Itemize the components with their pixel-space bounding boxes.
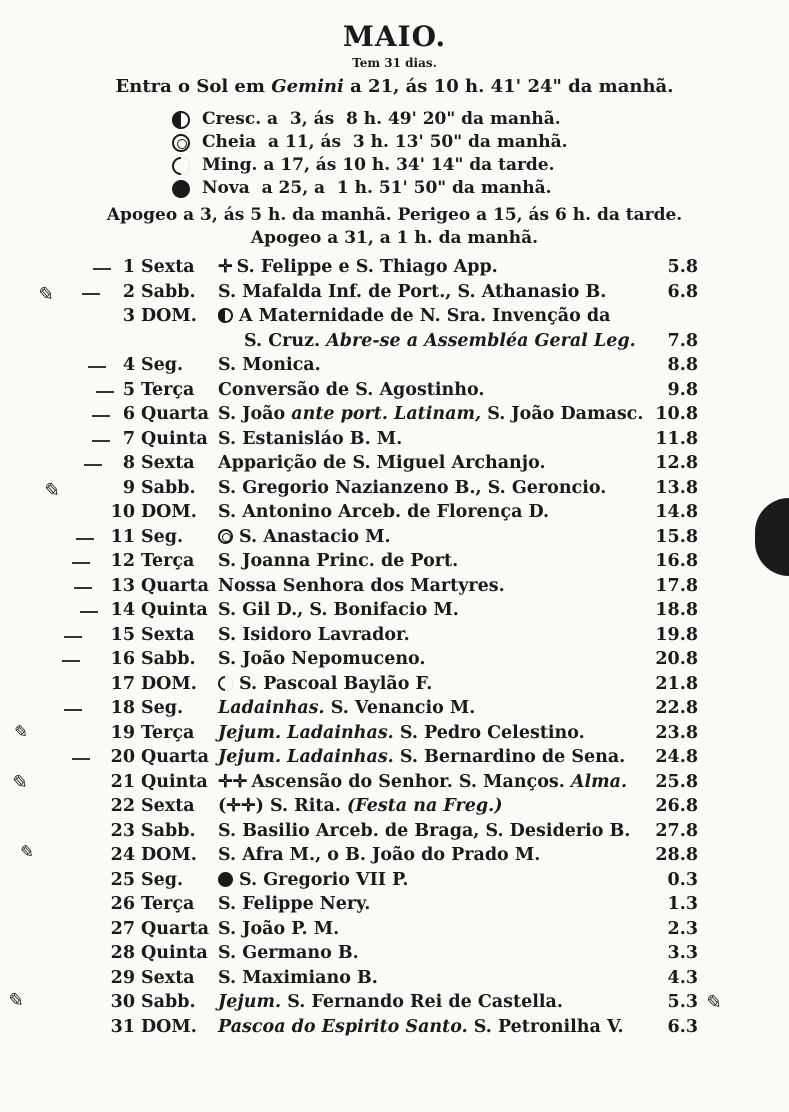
- day-number: 18: [110, 698, 135, 718]
- day-number: 27: [110, 918, 135, 939]
- moon-age-value: 13.8: [655, 477, 698, 498]
- feast-name: S. Isidoro Lavrador.: [218, 624, 410, 645]
- apogee-perigee: [0, 204, 789, 250]
- weekday: Quinta: [141, 943, 208, 963]
- feast-italic-prefix: Jejum. Ladainhas.: [218, 722, 394, 743]
- day-number: 2: [122, 281, 135, 302]
- handwritten-annotation-5: ✎: [16, 841, 35, 864]
- day-row: [0, 968, 789, 993]
- day-row: [0, 992, 789, 1017]
- moon-phase-icon: [218, 308, 233, 323]
- moon-age-value: 10.8: [655, 404, 698, 424]
- feast-text: [218, 576, 648, 596]
- moon-age-value: 27.8: [655, 820, 698, 841]
- moon-age-value: 4.3: [667, 967, 698, 988]
- feast-italic-prefix: Jejum. Ladainhas.: [218, 747, 394, 767]
- day-row: [0, 306, 789, 331]
- moon-phase-row: [172, 131, 632, 154]
- feast-text: [218, 502, 648, 522]
- feast-name: S. Venancio M.: [330, 698, 476, 718]
- moon-age-value: 17.8: [655, 575, 698, 596]
- weekday: Sexta: [141, 624, 195, 645]
- moon-age-value: 7.8: [667, 330, 698, 351]
- feast-italic-prefix: Pascoa do Espirito Santo.: [218, 1016, 468, 1037]
- feast-text: [218, 551, 648, 571]
- day-row: [0, 723, 789, 748]
- feast-name: S. João P. M.: [218, 918, 340, 939]
- moon-age-value: 12.8: [655, 453, 698, 473]
- day-row: [0, 649, 789, 674]
- weekday: Seg.: [141, 355, 184, 375]
- feast-name: S. Bernardino de Sena.: [399, 747, 626, 767]
- feast-name: S. Estanisláo B. M.: [218, 428, 403, 449]
- feast-name: S. Petronilha V.: [473, 1016, 624, 1037]
- day-row: [0, 625, 789, 650]
- weekday: DOM.: [141, 502, 197, 522]
- feast-name: S. Cruz.: [244, 330, 321, 351]
- feast-text: [218, 919, 648, 939]
- weekday: Sabb.: [141, 820, 196, 841]
- pen-tick-mark: [62, 660, 80, 662]
- moon-age-value: 24.8: [655, 747, 698, 767]
- feast-text: [218, 355, 648, 375]
- weekday: Quarta: [141, 747, 209, 767]
- handwritten-annotation-2: ✎: [40, 477, 60, 503]
- new-moon-icon: [172, 180, 190, 198]
- feast-text: [218, 723, 648, 743]
- moon-age-value: 14.8: [655, 502, 698, 522]
- day-row: [0, 576, 789, 601]
- feast-name: Apparição de S. Miguel Archanjo.: [218, 453, 546, 473]
- moon-age-value: 16.8: [655, 551, 698, 571]
- moon-age-value: 3.3: [667, 943, 698, 963]
- pen-tick-mark: [72, 758, 90, 760]
- pen-tick-mark: [64, 636, 82, 638]
- day-number: 17: [110, 673, 135, 694]
- moon-age-value: 23.8: [655, 722, 698, 743]
- feast-italic-note: Alma.: [570, 771, 628, 792]
- day-list: [0, 257, 789, 1041]
- weekday: Seg.: [141, 698, 184, 718]
- feast-name: S. Afra M., o B. João do Prado M.: [218, 845, 541, 865]
- feast-text: [218, 453, 648, 473]
- feast-text: [218, 1017, 648, 1037]
- pen-tick-mark: [84, 464, 102, 466]
- day-number: 7: [122, 428, 135, 449]
- day-number: 19: [110, 722, 135, 743]
- feast-text: [218, 625, 648, 645]
- day-number: 10: [110, 502, 135, 522]
- feast-text: [218, 796, 648, 816]
- feast-text: [218, 478, 648, 498]
- moon-phase-icon: [218, 872, 233, 887]
- pen-tick-mark: [80, 611, 98, 613]
- feast-text: [244, 331, 674, 351]
- day-row: [0, 453, 789, 478]
- day-number: 4: [122, 355, 135, 375]
- moon-age-value: 26.8: [655, 796, 698, 816]
- feast-text: [218, 649, 648, 669]
- handwritten-annotation-3: ✎: [10, 721, 29, 744]
- feast-name: S. Fernando Rei de Castella.: [287, 992, 563, 1012]
- pen-tick-mark: [72, 562, 90, 564]
- pen-tick-mark: [76, 538, 94, 540]
- day-row: [0, 1017, 789, 1042]
- apsides-line-1: Apogeo a 3, ás 5 h. da manhã. Perigeo a 15, ás 6 h. da tarde.: [106, 205, 683, 225]
- feast-text: [218, 870, 648, 890]
- day-row: [0, 821, 789, 846]
- feast-text: [218, 894, 648, 914]
- feast-name: S. Basilio Arceb. de Braga, S. Desiderio B.: [218, 820, 631, 841]
- day-number: 12: [110, 551, 135, 571]
- pen-tick-mark: [64, 709, 82, 711]
- weekday: Sabb.: [141, 281, 196, 302]
- pen-tick-mark: [96, 391, 114, 393]
- handwritten-annotation-7: ✎: [702, 989, 722, 1015]
- day-row: [0, 919, 789, 944]
- weekday: Quarta: [141, 404, 209, 424]
- moon-age-value: 21.8: [655, 673, 698, 694]
- moon-age-value: 28.8: [655, 845, 698, 865]
- feast-name: S. Felippe e S. Thiago App.: [236, 257, 498, 277]
- sun-entry-suffix: a 21, ás 10 h. 41' 24" da manhã.: [343, 76, 674, 97]
- day-row: [0, 870, 789, 895]
- moon-age-value: 19.8: [655, 624, 698, 645]
- day-number: 16: [110, 649, 135, 669]
- day-row: [0, 429, 789, 454]
- day-row: [0, 943, 789, 968]
- feast-name: S. Gregorio Nazianzeno B., S. Geroncio.: [218, 477, 607, 498]
- day-row: [0, 772, 789, 797]
- day-number: 20: [110, 747, 135, 767]
- feast-name: S. Felippe Nery.: [218, 894, 371, 914]
- feast-text: [218, 404, 648, 424]
- day-row: [0, 796, 789, 821]
- day-row: [0, 404, 789, 429]
- day-row: [0, 747, 789, 772]
- feast-name: S. Gregorio VII P.: [239, 869, 409, 890]
- moon-age-value: 6.3: [667, 1016, 698, 1037]
- weekday: Sabb.: [141, 477, 196, 498]
- feast-text: [218, 429, 648, 449]
- weekday: DOM.: [141, 845, 197, 865]
- feast-name: Ascensão do Senhor. S. Manços.: [251, 771, 565, 792]
- moon-phase-row: [172, 154, 632, 177]
- day-row: [0, 502, 789, 527]
- day-number: 21: [110, 771, 135, 792]
- month-days-count: Tem 31 dias.: [352, 56, 437, 70]
- feast-text: [218, 747, 648, 767]
- month-title: MAIO.: [342, 20, 447, 53]
- moon-phase-row: [172, 177, 632, 200]
- feast-name-continued: S. João Damasc.: [487, 404, 644, 424]
- feast-text: [218, 821, 648, 841]
- day-row: [0, 355, 789, 380]
- weekday: DOM.: [141, 1016, 197, 1037]
- pen-tick-mark: [82, 293, 100, 295]
- moon-age-value: 11.8: [655, 428, 698, 449]
- feast-name: S. Pedro Celestino.: [399, 722, 585, 743]
- weekday: DOM.: [141, 306, 197, 326]
- handwritten-annotation-4: ✎: [8, 769, 28, 795]
- feast-name: S. Mafalda Inf. de Port., S. Athanasio B.: [218, 281, 607, 302]
- weekday: Quinta: [141, 600, 208, 620]
- day-number: 11: [110, 526, 135, 547]
- feast-text: [218, 772, 648, 792]
- feast-italic-note: ante port. Latinam,: [291, 404, 482, 424]
- moon-age-value: 18.8: [655, 600, 698, 620]
- feast-text: [218, 943, 648, 963]
- feast-name: S. Anastacio M.: [239, 526, 391, 547]
- day-row: [0, 478, 789, 503]
- day-number: 14: [110, 600, 135, 620]
- moon-age-value: 5.8: [667, 257, 698, 277]
- feast-text: [218, 257, 648, 277]
- feast-name: S. Pascoal Baylão F.: [239, 673, 433, 694]
- feast-italic-note: Abre-se a Assembléa Geral Leg.: [326, 330, 636, 351]
- feast-name: S. Gil D., S. Bonifacio M.: [218, 600, 459, 620]
- day-number: 13: [110, 575, 135, 596]
- cross-icon: ✛✛: [218, 771, 248, 792]
- day-row: [0, 257, 789, 282]
- day-row: [0, 551, 789, 576]
- feast-text: [218, 380, 648, 400]
- day-row: [0, 380, 789, 405]
- cross-icon: ✛: [218, 257, 233, 277]
- day-number: 29: [110, 967, 135, 988]
- feast-italic-prefix: Ladainhas.: [218, 698, 325, 718]
- day-number: 22: [110, 796, 135, 816]
- weekday: Seg.: [141, 869, 184, 890]
- moon-age-value: 9.8: [667, 379, 698, 400]
- weekday: Sexta: [141, 257, 195, 277]
- feast-name: (✛✛) S. Rita.: [218, 796, 341, 816]
- feast-name: S. Monica.: [218, 355, 321, 375]
- weekday: Sexta: [141, 967, 195, 988]
- feast-text: [218, 698, 648, 718]
- day-number: 31: [110, 1016, 135, 1037]
- day-number: 8: [122, 453, 135, 473]
- weekday: Terça: [141, 894, 195, 914]
- weekday: Quarta: [141, 918, 209, 939]
- weekday: Sabb.: [141, 649, 196, 669]
- sun-entry-prefix: Entra o Sol em: [115, 76, 272, 97]
- feast-name: Conversão de S. Agostinho.: [218, 379, 485, 400]
- moon-phase-text: Cheia a 11, ás 3 h. 13' 50" da manhã.: [202, 132, 568, 152]
- day-row: [0, 527, 789, 552]
- day-number: 9: [122, 477, 135, 498]
- feast-text: [218, 527, 648, 547]
- feast-name: S. João Nepomuceno.: [218, 649, 426, 669]
- weekday: Terça: [141, 722, 195, 743]
- moon-age-value: 6.8: [667, 281, 698, 302]
- day-row: [0, 894, 789, 919]
- day-number: 5: [122, 379, 135, 400]
- day-number: 6: [122, 404, 135, 424]
- day-number: 1: [122, 257, 135, 277]
- weekday: Terça: [141, 379, 195, 400]
- day-number: 28: [110, 943, 135, 963]
- handwritten-annotation-1: ✎: [34, 281, 54, 307]
- feast-text: [218, 282, 648, 302]
- weekday: Sexta: [141, 453, 195, 473]
- moon-phase-icon: [218, 676, 233, 691]
- moon-phase-text: Nova a 25, a 1 h. 51' 50" da manhã.: [202, 178, 552, 198]
- weekday: Quinta: [141, 428, 208, 449]
- feast-text: [218, 845, 648, 865]
- moon-age-value: 25.8: [655, 771, 698, 792]
- day-row: [0, 331, 789, 356]
- weekday: Seg.: [141, 526, 184, 547]
- day-row: [0, 600, 789, 625]
- weekday: DOM.: [141, 673, 197, 694]
- feast-text: [218, 600, 648, 620]
- pen-tick-mark: [92, 440, 110, 442]
- day-number: 15: [110, 624, 135, 645]
- day-number: 23: [110, 820, 135, 841]
- moon-phases: [172, 108, 632, 200]
- full-moon-icon: [172, 134, 190, 152]
- day-row: [0, 845, 789, 870]
- feast-text: [218, 306, 648, 326]
- weekday: Terça: [141, 551, 195, 571]
- apsides-line-2: Apogeo a 31, a 1 h. da manhã.: [250, 228, 539, 248]
- weekday: Quinta: [141, 771, 208, 792]
- feast-name: S. Antonino Arceb. de Florença D.: [218, 502, 550, 522]
- day-number: 3: [122, 306, 135, 326]
- moon-phase-row: [172, 108, 632, 131]
- feast-text: [218, 992, 648, 1012]
- feast-italic-prefix: Jejum.: [218, 992, 282, 1012]
- moon-age-value: 8.8: [667, 355, 698, 375]
- waning-moon-icon: [172, 157, 190, 175]
- feast-text: [218, 968, 648, 988]
- day-number: 26: [110, 894, 135, 914]
- pen-tick-mark: [88, 366, 106, 368]
- weekday: Sexta: [141, 796, 195, 816]
- crescent-moon-icon: [172, 111, 190, 129]
- day-number: 30: [110, 992, 135, 1012]
- moon-age-value: 20.8: [655, 649, 698, 669]
- feast-name: S. Maximiano B.: [218, 967, 378, 988]
- moon-age-value: 0.3: [667, 869, 698, 890]
- moon-age-value: 5.3: [667, 992, 698, 1012]
- moon-phase-icon: [218, 529, 233, 544]
- pen-tick-mark: [93, 268, 111, 270]
- day-row: [0, 698, 789, 723]
- feast-text: [218, 674, 648, 694]
- moon-phase-text: Cresc. a 3, ás 8 h. 49' 20" da manhã.: [202, 109, 561, 129]
- moon-phase-text: Ming. a 17, ás 10 h. 34' 14" da tarde.: [202, 155, 555, 175]
- day-row: [0, 282, 789, 307]
- moon-age-value: 15.8: [655, 526, 698, 547]
- feast-italic-note: (Festa na Freg.): [346, 796, 503, 816]
- day-row: [0, 674, 789, 699]
- feast-name: S. Germano B.: [218, 943, 359, 963]
- feast-name: A Maternidade de N. Sra. Invenção da: [239, 306, 611, 326]
- feast-name: Nossa Senhora dos Martyres.: [218, 575, 505, 596]
- moon-age-value: 1.3: [667, 894, 698, 914]
- zodiac-sign: Gemini: [271, 76, 344, 97]
- sun-entry-line: [0, 76, 789, 97]
- weekday: Quarta: [141, 575, 209, 596]
- day-number: 25: [110, 869, 135, 890]
- day-number: 24: [110, 845, 135, 865]
- moon-age-value: 22.8: [655, 698, 698, 718]
- pen-tick-mark: [92, 415, 110, 417]
- feast-name: S. Joanna Princ. de Port.: [218, 551, 459, 571]
- feast-name: S. João: [218, 404, 286, 424]
- moon-age-value: 2.3: [667, 918, 698, 939]
- pen-tick-mark: [74, 587, 92, 589]
- weekday: Sabb.: [141, 992, 196, 1012]
- handwritten-annotation-6: ✎: [4, 987, 24, 1013]
